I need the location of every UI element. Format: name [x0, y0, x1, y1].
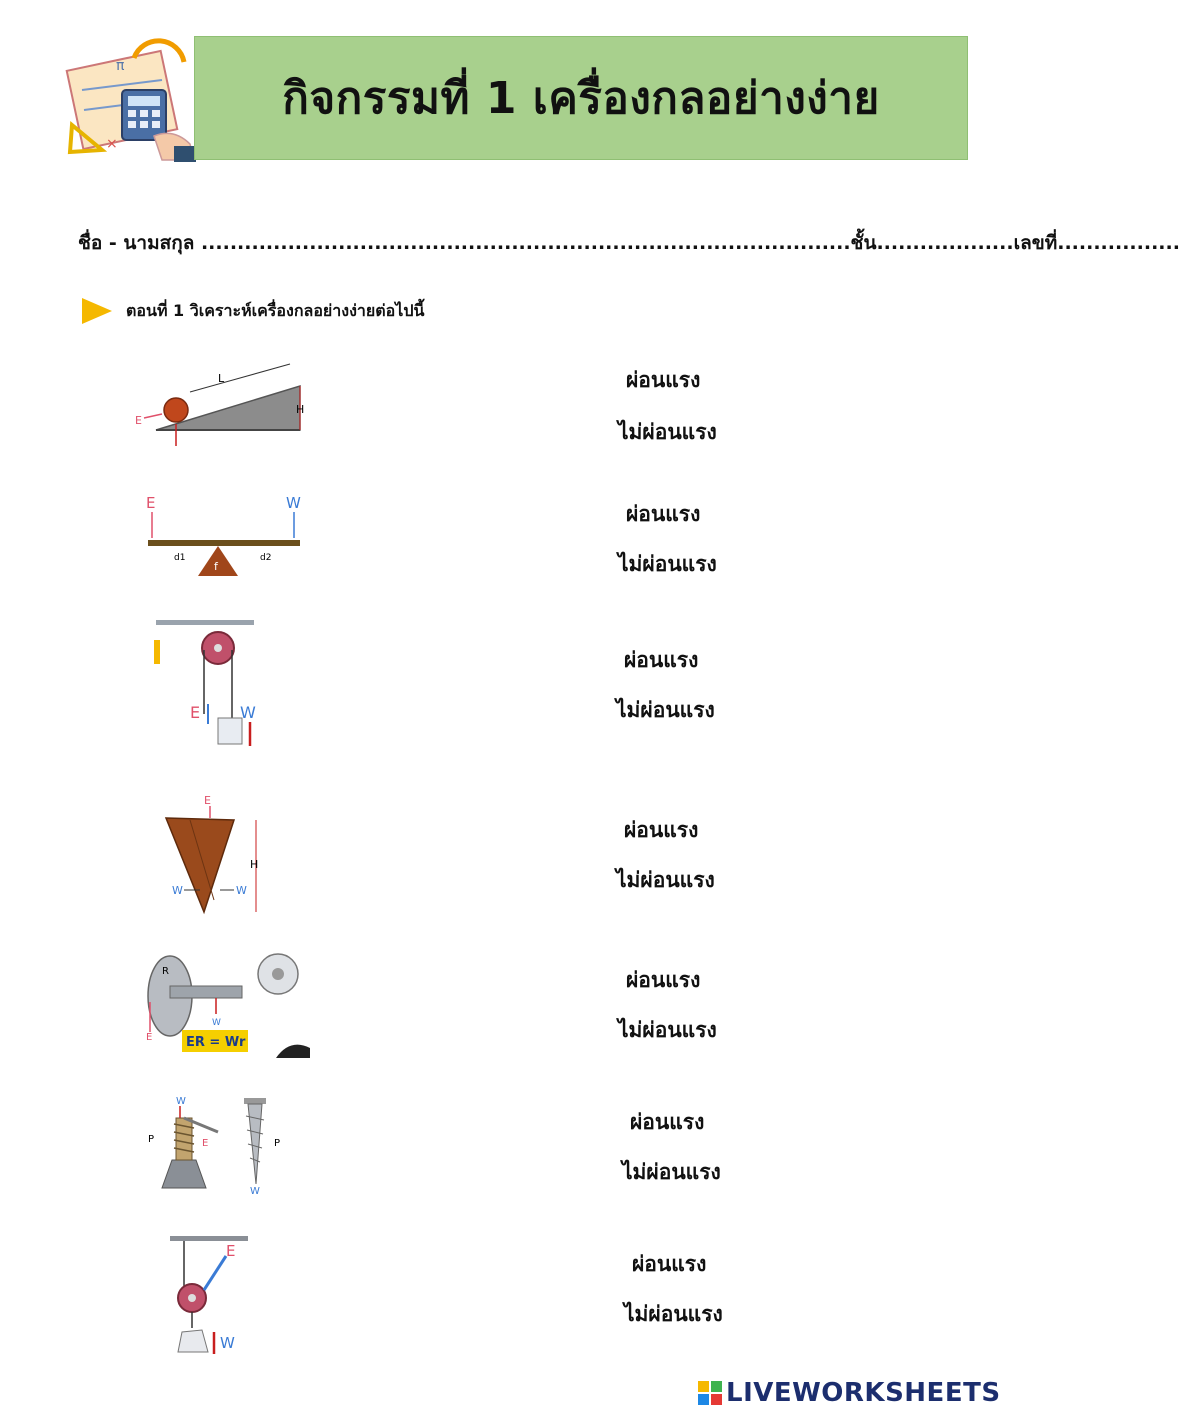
- diagram-label: E: [146, 1032, 153, 1043]
- list-item: [130, 1234, 960, 1364]
- diagram-label: P: [274, 1138, 281, 1149]
- diagram-label: E: [226, 1242, 236, 1260]
- diagram-label: W: [286, 494, 301, 512]
- page-title: กิจกรรมที่ 1 เครื่องกลอย่างง่าย: [282, 73, 880, 124]
- list-item: [130, 618, 960, 753]
- option-effort-saving[interactable]: ผ่อนแรง: [624, 648, 699, 672]
- list-item: [130, 358, 960, 468]
- brand-name: LIVEWORKSHEETS: [726, 1378, 1001, 1408]
- formula-label: ER = Wr: [186, 1035, 246, 1050]
- liveworksheets-logo-icon: [698, 1381, 722, 1405]
- lever-icon: [130, 490, 320, 600]
- option-no-effort-saving[interactable]: ไม่ผ่อนแรง: [618, 1018, 717, 1042]
- diagram-label: L: [218, 372, 225, 385]
- math-tools-logo-icon: [62, 40, 198, 162]
- diagram-label: W: [172, 884, 183, 897]
- option-effort-saving[interactable]: ผ่อนแรง: [626, 968, 701, 992]
- wedge-icon: [130, 790, 320, 915]
- diagram-label: E: [204, 794, 211, 807]
- option-no-effort-saving[interactable]: ไม่ผ่อนแรง: [616, 698, 715, 722]
- title-banner: [194, 36, 968, 160]
- movable-pulley-icon: [130, 1234, 320, 1364]
- diagram-label: H: [296, 403, 305, 416]
- diagram-label: W: [212, 1018, 221, 1028]
- diagram-label: E: [146, 494, 156, 512]
- diagram-label: P: [148, 1134, 155, 1145]
- diagram-label: W: [220, 1334, 235, 1352]
- list-item: [130, 790, 960, 915]
- student-info-line[interactable]: ชื่อ - นามสกุล ..........................................................................................ชั้น...................เลขที่.................: [78, 232, 1180, 254]
- screw-icon: [130, 1092, 320, 1202]
- section-heading-text: ตอนที่ 1 วิเคราะห์เครื่องกลอย่างง่ายต่อไปนี้: [126, 300, 425, 320]
- option-effort-saving[interactable]: ผ่อนแรง: [626, 368, 701, 392]
- list-item: [130, 948, 960, 1063]
- svg-text:π: π: [116, 58, 125, 74]
- option-effort-saving[interactable]: ผ่อนแรง: [624, 818, 699, 842]
- diagram-label: f: [214, 560, 218, 573]
- section-heading: [82, 298, 424, 324]
- list-item: [130, 1092, 960, 1202]
- diagram-label: H: [250, 858, 259, 871]
- diagram-label: E: [135, 414, 142, 427]
- diagram-label: W: [240, 703, 256, 722]
- diagram-label: W: [236, 884, 247, 897]
- diagram-label: W: [250, 1186, 260, 1197]
- option-no-effort-saving[interactable]: ไม่ผ่อนแรง: [624, 1302, 723, 1326]
- inclined-plane-icon: [130, 358, 320, 468]
- diagram-label: E: [202, 1138, 209, 1149]
- diagram-label: d1: [174, 553, 186, 563]
- diagram-label: d2: [260, 553, 272, 563]
- list-item: [130, 490, 960, 600]
- option-no-effort-saving[interactable]: ไม่ผ่อนแรง: [616, 868, 715, 892]
- option-effort-saving[interactable]: ผ่อนแรง: [632, 1252, 707, 1276]
- fixed-pulley-icon: [130, 618, 320, 753]
- brand-logo: [698, 1378, 1001, 1408]
- play-arrow-icon: [82, 298, 112, 324]
- option-effort-saving[interactable]: ผ่อนแรง: [626, 502, 701, 526]
- svg-text:×: ×: [106, 136, 118, 152]
- option-no-effort-saving[interactable]: ไม่ผ่อนแรง: [618, 552, 717, 576]
- wheel-and-axle-icon: [130, 948, 320, 1063]
- diagram-label: R: [162, 966, 169, 977]
- option-no-effort-saving[interactable]: ไม่ผ่อนแรง: [622, 1160, 721, 1184]
- diagram-label: W: [176, 1096, 186, 1107]
- option-no-effort-saving[interactable]: ไม่ผ่อนแรง: [618, 420, 717, 444]
- option-effort-saving[interactable]: ผ่อนแรง: [630, 1110, 705, 1134]
- diagram-label: E: [190, 703, 201, 722]
